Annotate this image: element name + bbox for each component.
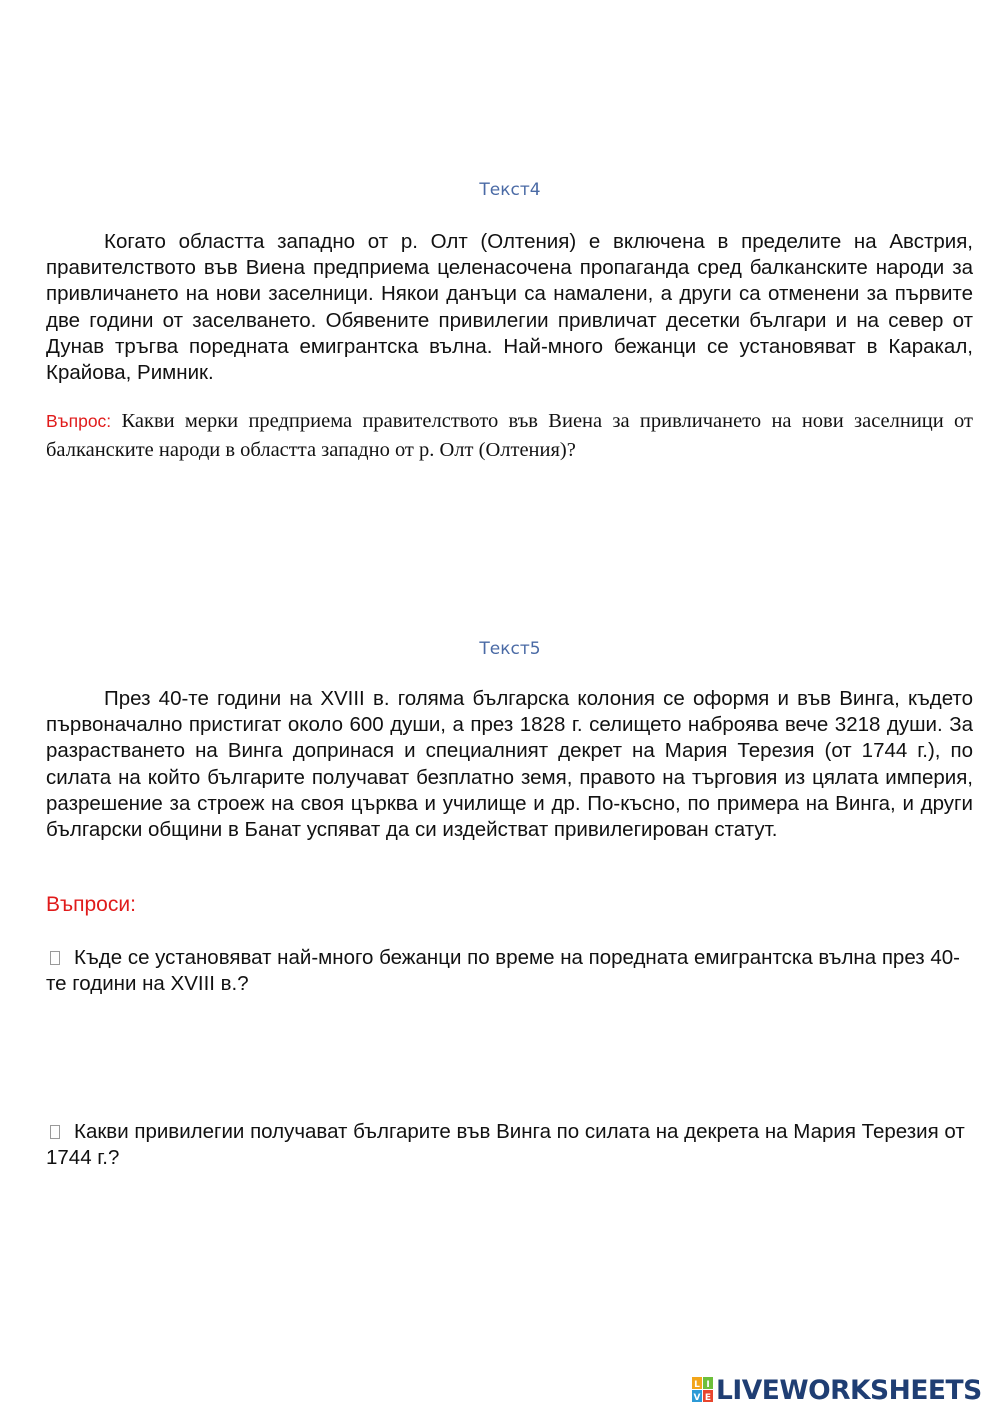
questions-label: Въпроси: bbox=[46, 893, 136, 916]
liveworksheets-logo[interactable] bbox=[692, 1374, 982, 1406]
logo-icon-letter: E bbox=[704, 1393, 712, 1403]
logo-icon-letter: V bbox=[693, 1393, 701, 1403]
section-paragraph-text5: През 40-те години на XVIII в. голяма българска колония се оформя и във Винга, където първоначално пристигат около 600 души, а през 1828 г. селището наброява вече 3218 души. За разрастването на Винга допринася и специалният декрет на Мария Терезия (от 1744 г.), по силата на който българите получават безплатно земя, правото на търговия из цялата империя, разрешение за строеж на своя църква и училище и др. По-късно, по примера на Винга, и други български общини в Банат успяват да си издействат привилегирован статут. bbox=[46, 687, 973, 842]
question-item-text: Какви привилегии получават българите във Винга по силата на декрета на Мария Терезия от 1744 г.? bbox=[46, 1120, 965, 1170]
checkbox-icon bbox=[50, 951, 60, 965]
section-paragraph-text4: Когато областта западно от р. Олт (Олтения) е включена в пределите на Австрия, правителството във Виена предприема целенасочена пропаганда сред балканските народи за привличането на нови заселници. Някои данъци са намалени, а други са отменени за първите две години от заселването. Обявените привилегии привличат десетки българи и на север от Дунав тръгва поредната емигрантска вълна. Най-много бежанци се установяват в Каракал, Крайова, Римник. bbox=[46, 230, 973, 385]
section-heading-text5: Текст5 bbox=[479, 639, 541, 659]
question-text: Какви мерки предприема правителството във Виена за привличането на нови заселници от балканските народи в областта западно от р. Олт (Олтения)? bbox=[46, 410, 973, 461]
checkbox-icon bbox=[50, 1125, 60, 1139]
logo-icon-letter: I bbox=[706, 1380, 710, 1390]
question-label: Въпрос: bbox=[46, 411, 112, 431]
logo-icon-letter: L bbox=[694, 1380, 700, 1390]
liveworksheets-logo-icon bbox=[692, 1377, 714, 1403]
question-item bbox=[46, 1119, 966, 1171]
section-heading-text4: Текст4 bbox=[479, 180, 541, 200]
liveworksheets-logo-text: LIVEWORKSHEETS bbox=[716, 1374, 982, 1406]
question-block-text4 bbox=[46, 407, 973, 465]
question-item bbox=[46, 945, 966, 997]
question-item-text: Къде се установяват най-много бежанци по време на поредната емигрантска вълна през 40-те години на XVIII в.? bbox=[46, 946, 961, 996]
